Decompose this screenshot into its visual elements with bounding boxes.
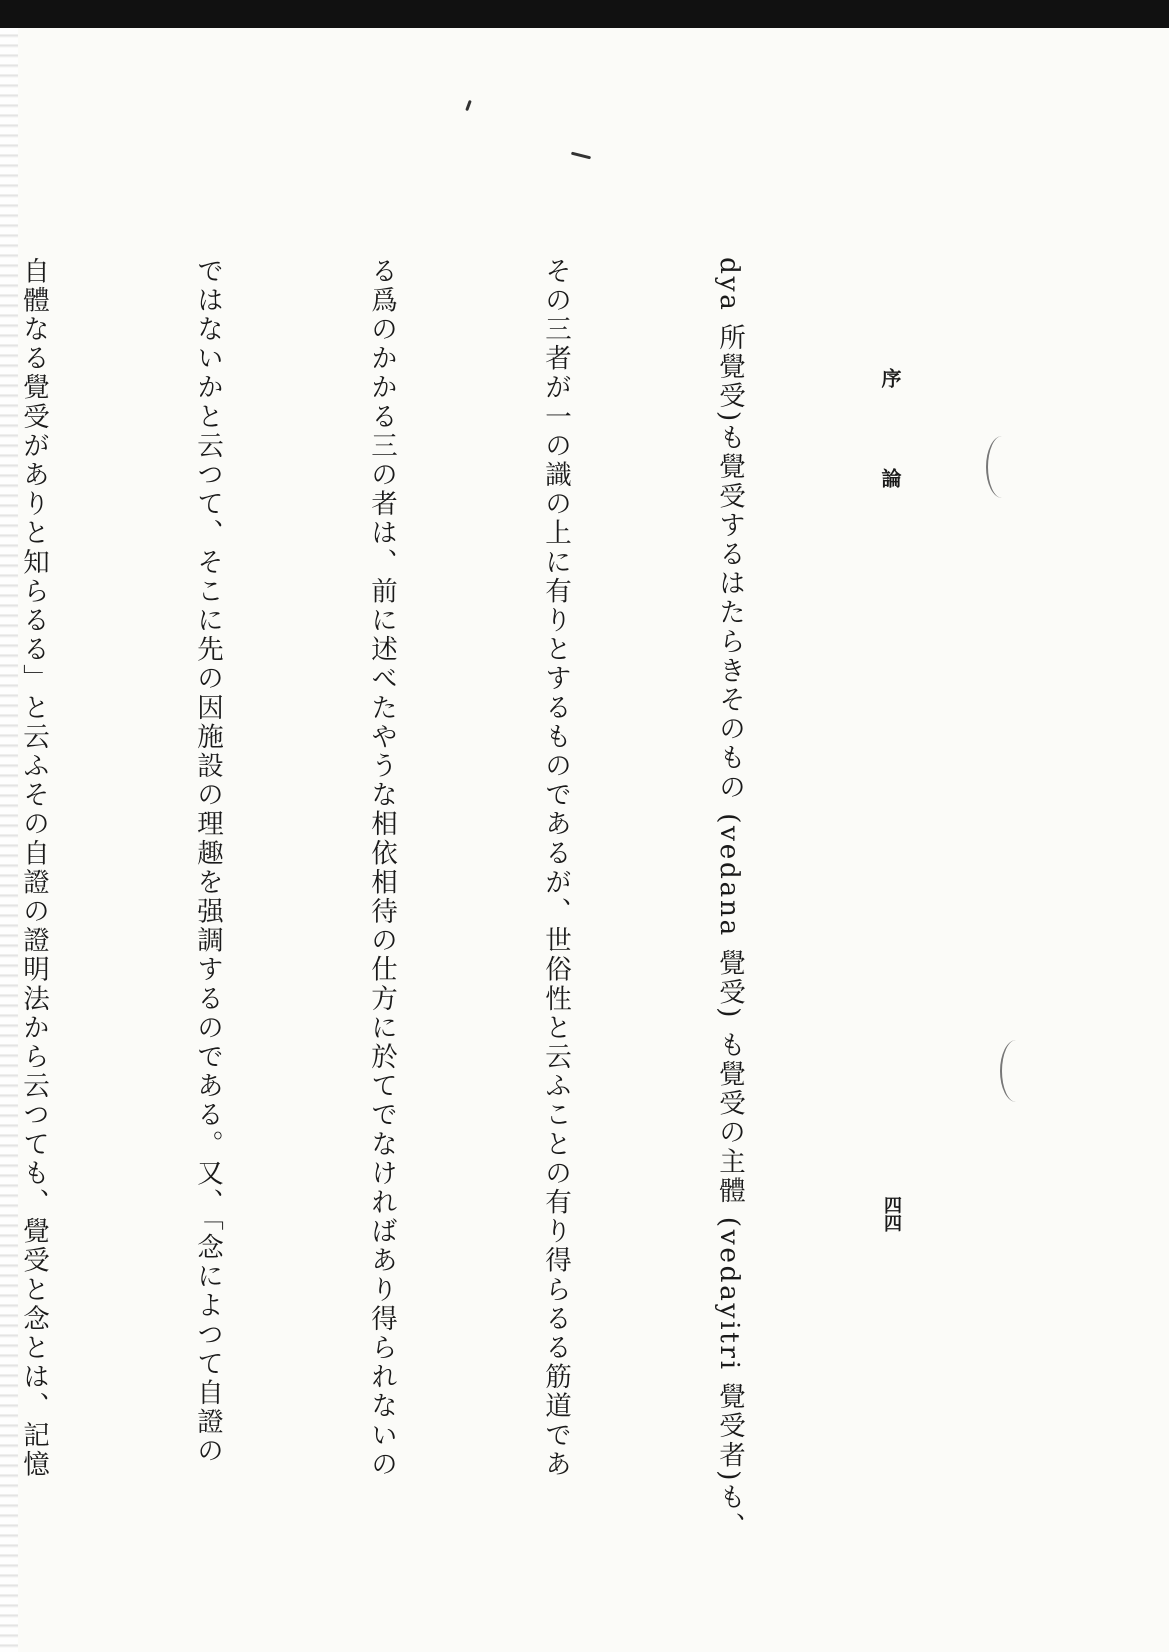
text-line: ではないかと云つて、そこに先の因施設の理趣を强調するのである。又、「念によつて自證の [192,257,223,1466]
text-line: dya 所覺受)も覺受するはたらきそのもの (vedana 覺受) も覺受の主體 (vedayitri 覺受者)も、 [714,257,745,1542]
running-head-title-first: 序 [878,368,902,388]
scan-top-border [0,0,1169,28]
scan-speck [465,100,472,111]
main-text-block [18,257,874,1542]
text-line: その三者が一の識の上に有りとするものであるが、世俗性と云ふことの有り得らるる筋道であ [540,257,571,1480]
page-number: 四四 [881,1196,902,1232]
text-line: る爲のかかる三の者は、前に述べたやうな相依相待の仕方に於てでなければあり得られないの [366,257,397,1480]
scan-parenthesis-mark [1000,1040,1032,1102]
scan-parenthesis-mark [986,436,1018,498]
scan-dash [571,152,591,160]
text-line: 自體なる覺受がありと知らるる」と云ふその自證の證明法から云つても、覺受と念とは、記憶 [18,257,49,1480]
running-head-title-second: 論 [878,468,902,488]
